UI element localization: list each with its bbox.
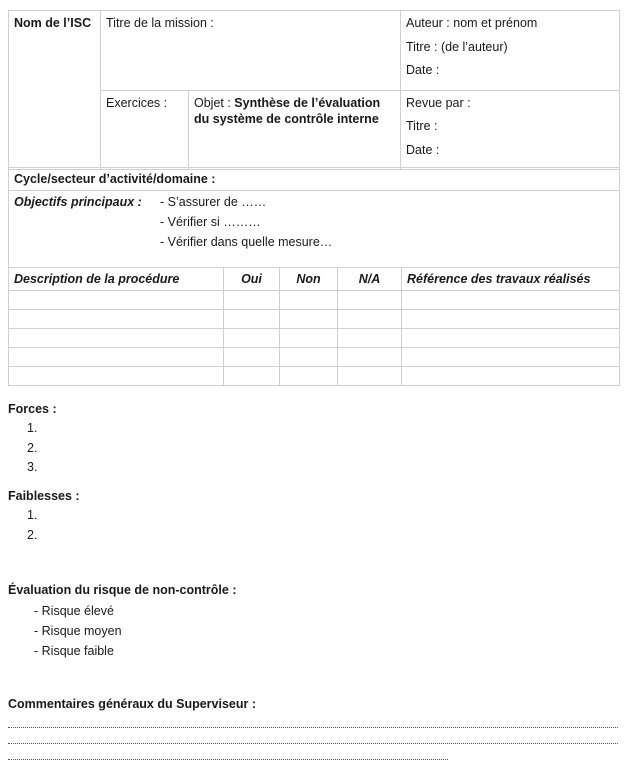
list-item: 2. <box>27 440 38 455</box>
reviewer-title-label: Titre : <box>406 119 438 133</box>
author-date-label: Date : <box>406 63 440 77</box>
table-cell[interactable] <box>9 329 224 348</box>
table-row <box>9 310 620 329</box>
table-cell[interactable] <box>338 367 402 386</box>
faiblesses-list <box>27 507 80 546</box>
comment-line[interactable] <box>8 759 448 760</box>
exercises-label: Exercices : <box>106 95 168 110</box>
table-cell[interactable] <box>338 310 402 329</box>
isc-name-cell <box>9 11 101 170</box>
table-cell[interactable] <box>280 348 338 367</box>
forces-title: Forces : <box>8 402 57 416</box>
table-row <box>9 329 620 348</box>
objectives-cell <box>9 191 620 268</box>
forces-list <box>27 420 57 479</box>
comments-section <box>8 695 256 713</box>
col-header-na: N/A <box>338 268 402 291</box>
table-cell[interactable] <box>280 310 338 329</box>
header-table <box>8 10 620 170</box>
risk-list <box>34 603 237 663</box>
reviewed-by-label: Revue par : <box>406 95 471 110</box>
list-item: 1. <box>27 421 38 435</box>
table-cell[interactable] <box>402 329 620 348</box>
table-cell[interactable] <box>9 367 224 386</box>
col-header-description: Description de la procédure <box>9 268 224 291</box>
objective-item: - Vérifier dans quelle mesure… <box>160 235 333 249</box>
comment-line[interactable] <box>8 727 618 728</box>
object-prefix: Objet : <box>194 95 235 110</box>
col-header-reference: Référence des travaux réalisés <box>402 268 620 291</box>
author-cell <box>401 11 620 91</box>
procedure-table <box>8 167 620 386</box>
risk-section <box>8 581 237 663</box>
table-cell[interactable] <box>402 348 620 367</box>
table-cell[interactable] <box>402 291 620 310</box>
table-cell[interactable] <box>338 348 402 367</box>
objectives-list <box>160 194 332 254</box>
objective-item: - S’assurer de …… <box>160 195 267 209</box>
table-cell[interactable] <box>338 291 402 310</box>
col-header-non: Non <box>280 268 338 291</box>
table-cell[interactable] <box>9 291 224 310</box>
list-item: 1. <box>27 508 38 522</box>
forces-section <box>8 400 57 479</box>
table-cell[interactable] <box>224 291 280 310</box>
table-cell[interactable] <box>280 329 338 348</box>
col-header-oui: Oui <box>224 268 280 291</box>
risk-title: Évaluation du risque de non-contrôle : <box>8 583 237 597</box>
isc-name-label: Nom de l’ISC <box>14 16 92 30</box>
procedure-header-row <box>9 268 620 291</box>
list-item: - Risque moyen <box>34 624 122 638</box>
table-row <box>9 367 620 386</box>
object-title: Synthèse de l’évaluation du système de contrôle interne <box>194 95 381 126</box>
table-cell[interactable] <box>224 367 280 386</box>
list-item: 2. <box>27 527 38 542</box>
cycle-label: Cycle/secteur d’activité/domaine : <box>14 172 216 186</box>
review-cell <box>401 90 620 170</box>
table-cell[interactable] <box>224 348 280 367</box>
comment-line[interactable] <box>8 743 618 744</box>
mission-title-cell <box>101 11 401 91</box>
faiblesses-title: Faiblesses : <box>8 489 80 503</box>
table-row <box>9 348 620 367</box>
author-title-label: Titre : (de l’auteur) <box>406 39 508 54</box>
table-cell[interactable] <box>280 367 338 386</box>
objective-item: - Vérifier si ……… <box>160 215 261 229</box>
list-item: - Risque faible <box>34 644 114 658</box>
table-cell[interactable] <box>280 291 338 310</box>
table-cell[interactable] <box>338 329 402 348</box>
table-cell[interactable] <box>402 310 620 329</box>
objectives-label: Objectifs principaux : <box>14 195 142 209</box>
table-cell[interactable] <box>9 310 224 329</box>
comments-title: Commentaires généraux du Superviseur : <box>8 697 256 711</box>
list-item: 3. <box>27 460 38 474</box>
table-cell[interactable] <box>224 329 280 348</box>
table-row <box>9 291 620 310</box>
cycle-cell <box>9 168 620 191</box>
list-item: - Risque élevé <box>34 604 114 618</box>
faiblesses-section <box>8 487 80 546</box>
mission-title-label: Titre de la mission : <box>106 16 214 30</box>
table-cell[interactable] <box>402 367 620 386</box>
exercises-cell <box>101 90 189 170</box>
table-cell[interactable] <box>224 310 280 329</box>
reviewer-date-label: Date : <box>406 142 440 157</box>
object-cell <box>189 90 401 170</box>
author-name-label: Auteur : nom et prénom <box>406 16 538 30</box>
table-cell[interactable] <box>9 348 224 367</box>
